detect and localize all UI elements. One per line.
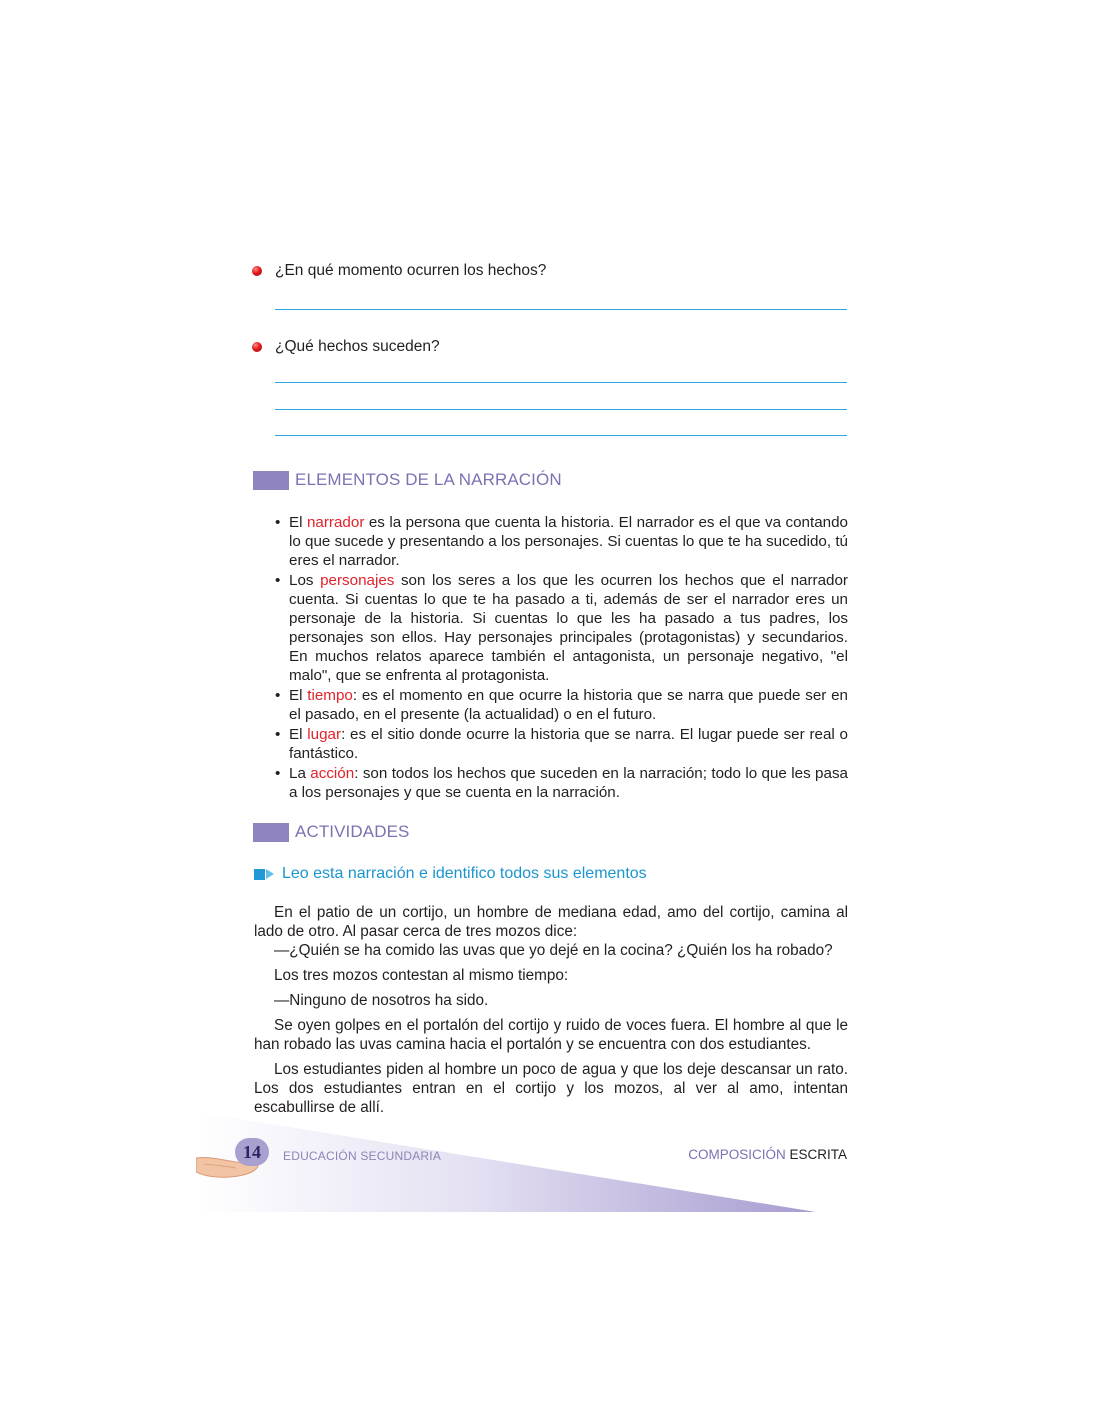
red-bullet-icon xyxy=(252,342,262,352)
bullet-icon: • xyxy=(275,765,281,782)
item-definition: son los seres a los que les ocurren los hechos que el narrador cuenta. Si cuentas lo que te ha pasado a ti, además de ser el narrador eres un personaje de la historia. Si cuentas lo que les ha pasado a tus padres, los personajes son ellos. Hay personajes principales (protagonistas) y secundarios. En muchos relatos aparece también el antagonista, un personaje negativo, "el malo", que se enfrenta al protagonista. xyxy=(289,572,848,684)
section-bar-icon xyxy=(253,823,289,842)
question-text: ¿En qué momento ocurren los hechos? xyxy=(275,262,547,279)
section-header-elements xyxy=(253,470,562,490)
bullet-icon: • xyxy=(275,514,281,531)
story-paragraph: Se oyen golpes en el portalón del cortijo y ruido de voces fuera. El hombre al que le han robado las uvas camina hacia el portalón y se encuentra con dos estudiantes. xyxy=(254,1017,848,1053)
footer-title-part: COMPOSICIÓN xyxy=(688,1147,786,1162)
question-1 xyxy=(252,262,546,280)
story-paragraph: —Ninguno de nosotros ha sido. xyxy=(274,992,489,1009)
item-definition: : es el sitio donde ocurre la historia que se narra. El lugar puede ser real o fantástico. xyxy=(289,726,848,762)
item-prefix: El xyxy=(289,514,307,531)
term-highlight: narrador xyxy=(306,514,365,531)
story-paragraph: Los tres mozos contestan al mismo tiempo: xyxy=(274,967,569,984)
item-definition: : son todos los hechos que suceden en la narración; todo lo que les pasa a los personajes y que se cuenta en la narración. xyxy=(289,765,848,801)
footer-book-title xyxy=(688,1147,847,1162)
question-2 xyxy=(252,338,440,356)
list-item xyxy=(272,686,848,724)
bullet-icon: • xyxy=(275,726,281,743)
list-item xyxy=(272,725,848,763)
square-marker-icon xyxy=(254,869,265,880)
item-prefix: La xyxy=(289,765,311,782)
story-paragraph: Los estudiantes piden al hombre un poco de agua y que los deje descansar un rato. Los dos estudiantes entran en el cortijo y los mozos, al ver al amo, intentan escabullirse de allí. xyxy=(254,1061,848,1116)
story-text xyxy=(254,903,848,1123)
red-bullet-icon xyxy=(252,266,262,276)
activity-instruction xyxy=(254,865,647,883)
item-prefix: Los xyxy=(289,572,321,589)
term-highlight: tiempo xyxy=(307,687,353,704)
section-title: ACTIVIDADES xyxy=(295,822,410,841)
section-header-activities xyxy=(253,822,409,842)
item-prefix: El xyxy=(289,687,308,704)
bullet-icon: • xyxy=(275,572,281,589)
item-definition: es la persona que cuenta la historia. El narrador es el que va contando lo que sucede y presentando a los personajes. Si cuentas lo que te ha sucedido, tú eres el narrador. xyxy=(289,514,848,569)
answer-line[interactable] xyxy=(275,382,847,383)
story-paragraph: En el patio de un cortijo, un hombre de mediana edad, amo del cortijo, camina al lado de otro. Al pasar cerca de tres mozos dice: xyxy=(254,904,848,940)
term-highlight: acción xyxy=(310,765,355,782)
item-definition: : es el momento en que ocurre la historia que se narra que puede ser en el pasado, en el presente (la actualidad) o en el futuro. xyxy=(289,687,848,723)
list-item xyxy=(272,764,848,802)
section-title: ELEMENTOS DE LA NARRACIÓN xyxy=(295,470,562,489)
answer-line[interactable] xyxy=(275,309,847,310)
answer-line[interactable] xyxy=(275,435,847,436)
item-prefix: El xyxy=(289,726,308,743)
list-item xyxy=(272,571,848,685)
footer-title-part: ESCRITA xyxy=(789,1147,847,1162)
instruction-text: Leo esta narración e identifico todos sus elementos xyxy=(282,865,647,882)
page-number: 14 xyxy=(235,1138,269,1166)
arrow-right-icon xyxy=(266,869,274,879)
story-paragraph: —¿Quién se ha comido las uvas que yo dejé en la cocina? ¿Quién los ha robado? xyxy=(274,942,833,959)
term-highlight: personajes xyxy=(320,572,395,589)
question-text: ¿Qué hechos suceden? xyxy=(275,338,440,355)
elements-list xyxy=(272,513,848,803)
list-item xyxy=(272,513,848,570)
bullet-icon: • xyxy=(275,687,281,704)
section-bar-icon xyxy=(253,471,289,490)
term-highlight: lugar xyxy=(307,726,342,743)
footer-series-title: EDUCACIÓN SECUNDARIA xyxy=(283,1149,442,1163)
answer-line[interactable] xyxy=(275,409,847,410)
